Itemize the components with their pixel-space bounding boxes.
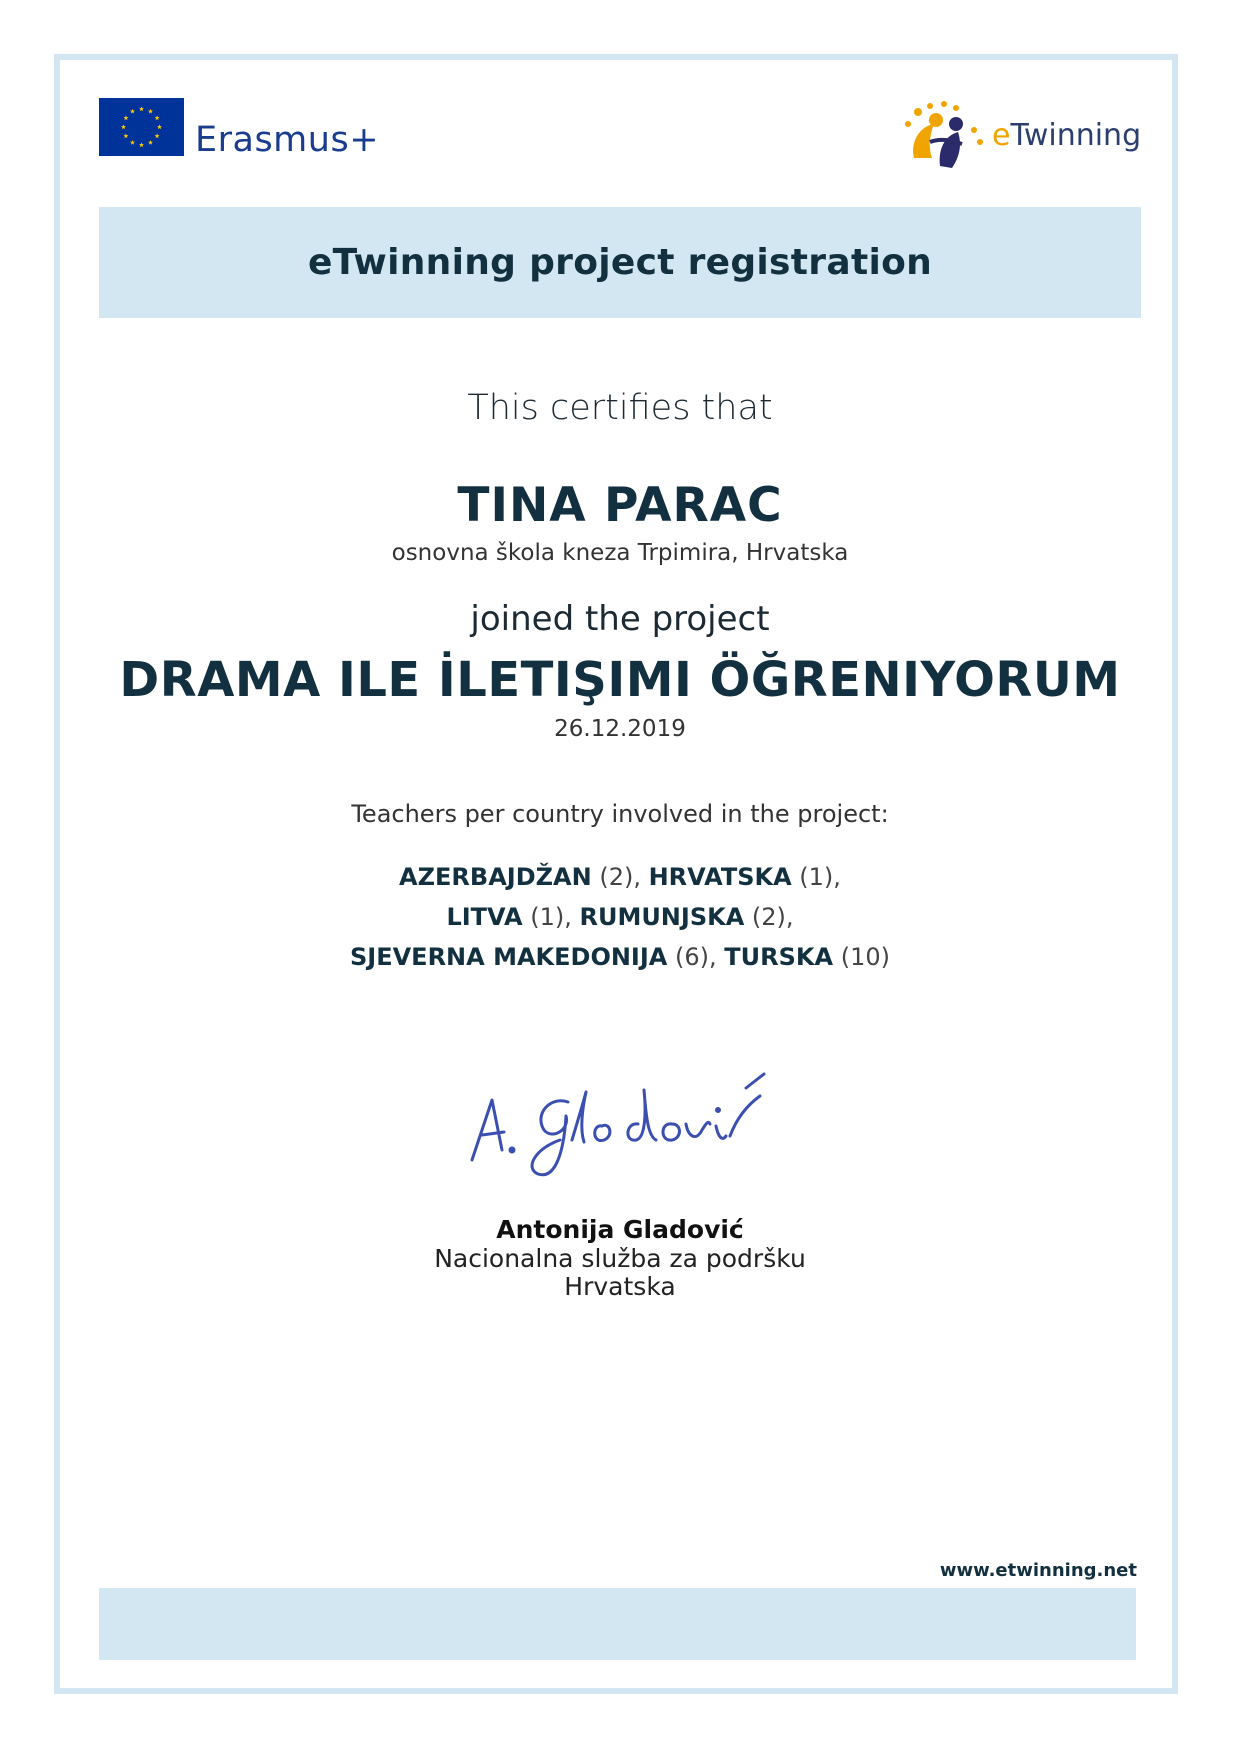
country-count: (6) <box>675 943 710 971</box>
etwinning-logo-e: e <box>992 118 1011 153</box>
countries-line: SJEVERNA MAKEDONIJA (6), TURSKA (10) <box>350 943 890 971</box>
country-name: LITVA <box>446 903 523 931</box>
countries-line: LITVA (1), RUMUNJSKA (2), <box>446 903 794 931</box>
etwinning-logo-text <box>992 118 1141 153</box>
country-count: (10) <box>840 943 890 971</box>
etwinning-figures-icon <box>900 98 990 172</box>
countries-line: AZERBAJDŽAN (2), HRVATSKA (1), <box>399 863 841 891</box>
erasmus-logo <box>99 98 380 160</box>
etwinning-logo <box>900 98 1145 172</box>
signer-organization: Nacionalna služba za podršku <box>434 1244 806 1273</box>
signer-name: Antonija Gladović <box>496 1215 744 1244</box>
eu-flag-icon <box>99 98 184 156</box>
country-count: (2) <box>751 903 786 931</box>
countries-list <box>99 857 1141 977</box>
joined-text: joined the project <box>470 599 770 639</box>
certifies-text: This certifies that <box>467 388 773 428</box>
title-banner <box>99 207 1141 318</box>
erasmus-logo-text: Erasmus+ <box>195 120 380 160</box>
country-name: AZERBAJDŽAN <box>399 863 592 891</box>
signer-country: Hrvatska <box>564 1272 676 1301</box>
website-link[interactable]: www.etwinning.net <box>939 1560 1137 1581</box>
country-count: (1) <box>799 863 834 891</box>
country-count: (1) <box>530 903 565 931</box>
registration-date: 26.12.2019 <box>554 716 686 742</box>
country-name: TURSKA <box>724 943 834 971</box>
handwritten-signature <box>460 1040 790 1190</box>
country-name: HRVATSKA <box>648 863 792 891</box>
country-name: RUMUNJSKA <box>579 903 745 931</box>
project-title: DRAMA ILE İLETIŞIMI ÖĞRENIYORUM <box>119 652 1121 708</box>
school-name: osnovna škola kneza Trpimira, Hrvatska <box>391 540 849 566</box>
teachers-label: Teachers per country involved in the project: <box>351 800 889 828</box>
country-count: (2) <box>599 863 634 891</box>
country-name: SJEVERNA MAKEDONIJA <box>350 943 668 971</box>
teacher-name: TINA PARAC <box>457 478 783 533</box>
footer-bar <box>99 1588 1136 1660</box>
banner-title: eTwinning project registration <box>307 242 933 283</box>
etwinning-logo-rest: Twinning <box>1010 118 1142 153</box>
